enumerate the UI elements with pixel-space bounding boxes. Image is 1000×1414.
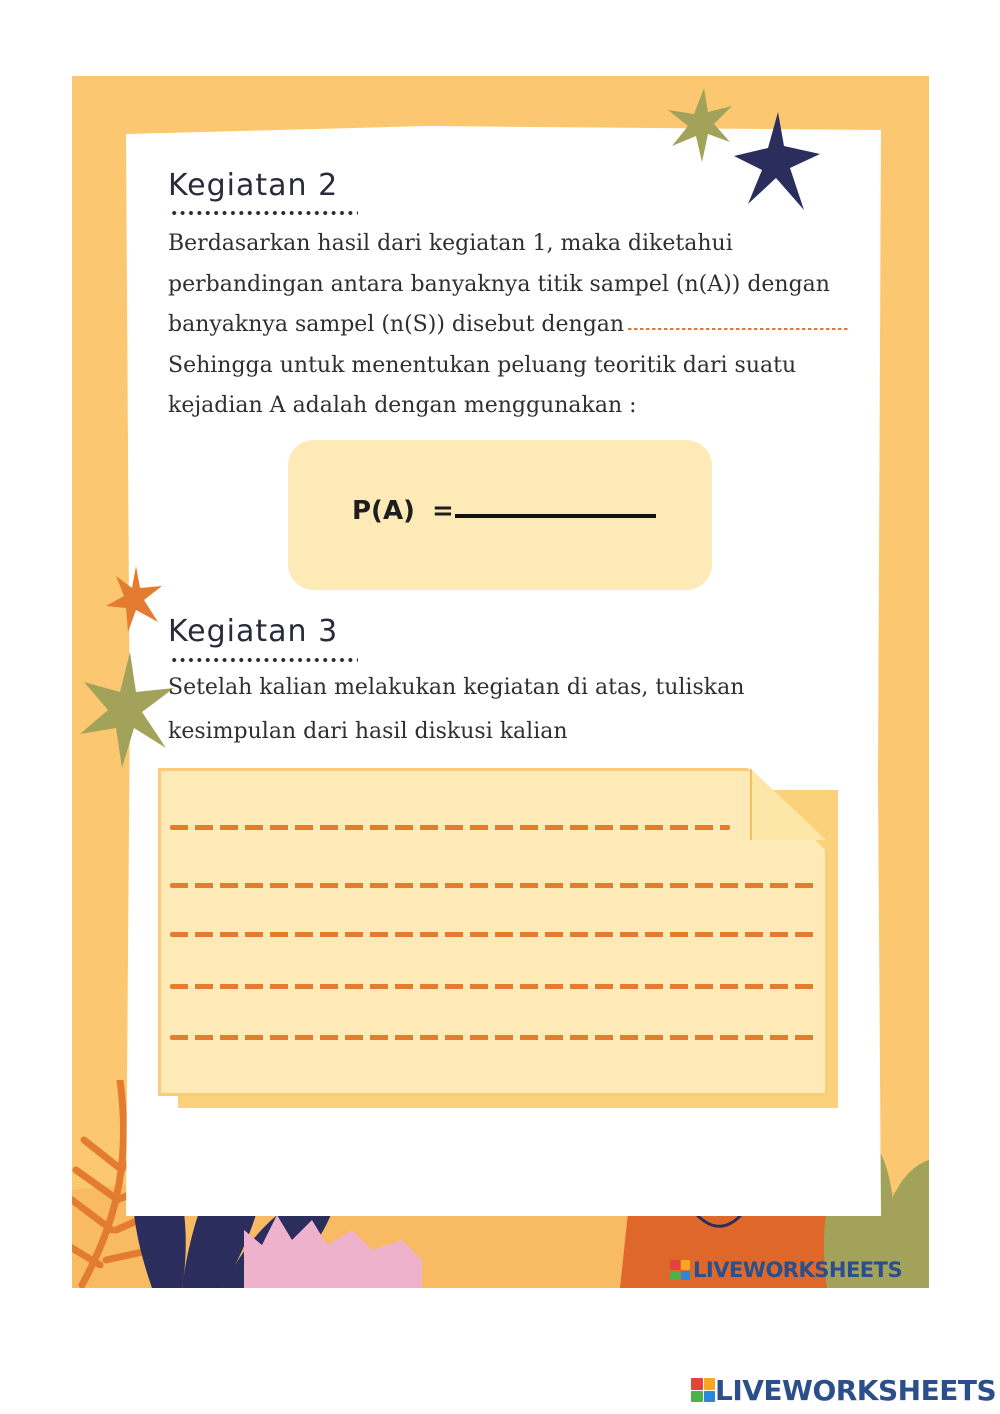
activity2-paragraph [168,224,888,427]
liveworksheets-footer-logo-icon [691,1378,715,1402]
activity2-heading-underline [170,210,358,216]
activity2-line: banyaknya sampel (n(S)) disebut dengan [168,312,625,337]
navy-star-icon [734,112,824,210]
formula-label: P(A) [352,496,415,526]
activity2-line-with-blank [168,305,888,346]
activity2-line: kejadian A adalah dengan menggunakan : [168,393,637,418]
activity3-heading: Kegiatan 3 [168,614,339,649]
conclusion-answer-line[interactable] [170,984,814,989]
liveworksheets-brand-text: LIVEWORKSHEETS [693,1258,903,1282]
olive-star-icon [668,88,734,162]
conclusion-answer-line[interactable] [170,932,814,937]
liveworksheets-logo-icon [670,1260,690,1280]
conclusion-answer-line[interactable] [170,883,814,888]
activity2-line: Berdasarkan hasil dari kegiatan 1, maka diketahui [168,231,733,256]
conclusion-answer-line[interactable] [170,1035,814,1040]
orange-star-icon [106,566,164,632]
liveworksheets-footer-text: LIVEWORKSHEETS [715,1374,997,1407]
answer-blank-field[interactable] [628,328,850,330]
formula-equals-sign: = [432,496,454,526]
olive-large-star-icon [80,652,176,768]
activity2-line: Sehingga untuk menentukan peluang teoritik dari suatu [168,352,797,378]
activity3-heading-underline [170,657,358,663]
activity2-line: perbandingan antara banyaknya titik sampel (n(A)) dengan [168,271,830,297]
activity3-line: Setelah kalian melakukan kegiatan di atas, tuliskan [168,675,745,700]
activity3-line: kesimpulan dari hasil diskusi kalian [168,719,568,744]
conclusion-answer-line[interactable] [170,825,730,830]
activity3-paragraph [168,666,888,754]
activity2-heading: Kegiatan 2 [168,168,339,203]
formula-answer-field[interactable] [455,514,656,518]
